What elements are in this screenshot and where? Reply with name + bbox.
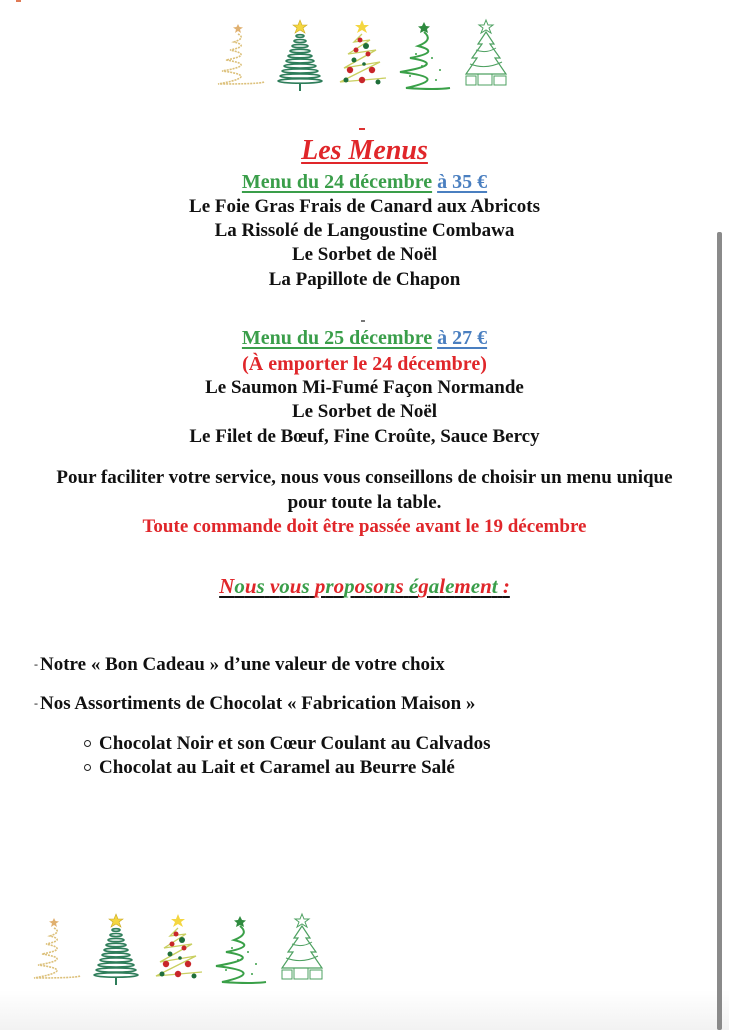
menu-1-item: La Rissolé de Langoustine Combawa [214,220,515,241]
also-offer-heading: Nous vous proposons également : [219,574,510,598]
advice-line-1: Pour faciliter votre service, nous vous conseillons de choisir un menu unique [56,467,673,488]
outline-tree-with-gifts-icon [274,912,330,990]
menu-2-item: Le Sorbet de Noël [291,401,438,422]
gold-spiral-tree-icon [210,18,266,96]
menu-1-item: Le Foie Gras Frais de Canard aux Abricots [189,196,540,217]
dash-bullet-icon: - [34,696,38,710]
dash-bullet-icon: - [34,657,38,671]
menu-2-item: Le Filet de Bœuf, Fine Croûte, Sauce Bercy [189,426,540,447]
offer-chocolate-assortment: - Nos Assortiments de Chocolat « Fabrication Maison » [34,693,476,714]
decorative-dash [359,128,365,130]
vertical-scrollbar[interactable] [717,232,722,1030]
bottom-tree-decoration [26,912,330,990]
corner-mark [16,0,21,2]
green-ring-tree-icon [88,912,144,990]
circle-bullet-icon [84,764,91,771]
menu-2-date: Menu du 25 décembre [241,327,433,349]
ornament-tree-icon [334,18,390,96]
menu-2-heading [0,327,729,350]
menu-2-price: à 27 € [437,327,488,349]
green-swirl-tree-icon [396,18,452,96]
menu-1-heading [0,171,729,194]
bottom-fade [0,990,729,1030]
chocolate-item: Chocolat au Lait et Caramel au Beurre Salé [84,757,455,779]
circle-bullet-icon [84,740,91,747]
offer-gift-voucher: - Notre « Bon Cadeau » d’une valeur de votre choix [34,654,445,675]
menu-1-item: La Papillote de Chapon [268,269,461,290]
outline-tree-with-gifts-icon [458,18,514,96]
gold-spiral-tree-icon [26,912,82,990]
menu-2-item: Le Saumon Mi-Fumé Façon Normande [205,377,524,398]
menu-1-date: Menu du 24 décembre [241,171,433,193]
chocolate-item: Chocolat Noir et son Cœur Coulant au Calvados [84,733,490,755]
green-ring-tree-icon [272,18,328,96]
menu-1-price: à 35 € [437,171,488,193]
green-swirl-tree-icon [212,912,268,990]
top-tree-decoration [210,18,514,96]
advice-line-2: pour toute la table. [287,492,442,513]
page-title: Les Menus [301,135,428,166]
ornament-tree-icon [150,912,206,990]
menu-2-takeaway-note: (À emporter le 24 décembre) [242,353,487,375]
decorative-dash [361,320,365,322]
menu-1-item: Le Sorbet de Noël [291,244,438,265]
order-deadline: Toute commande doit être passée avant le 19 décembre [142,516,587,537]
